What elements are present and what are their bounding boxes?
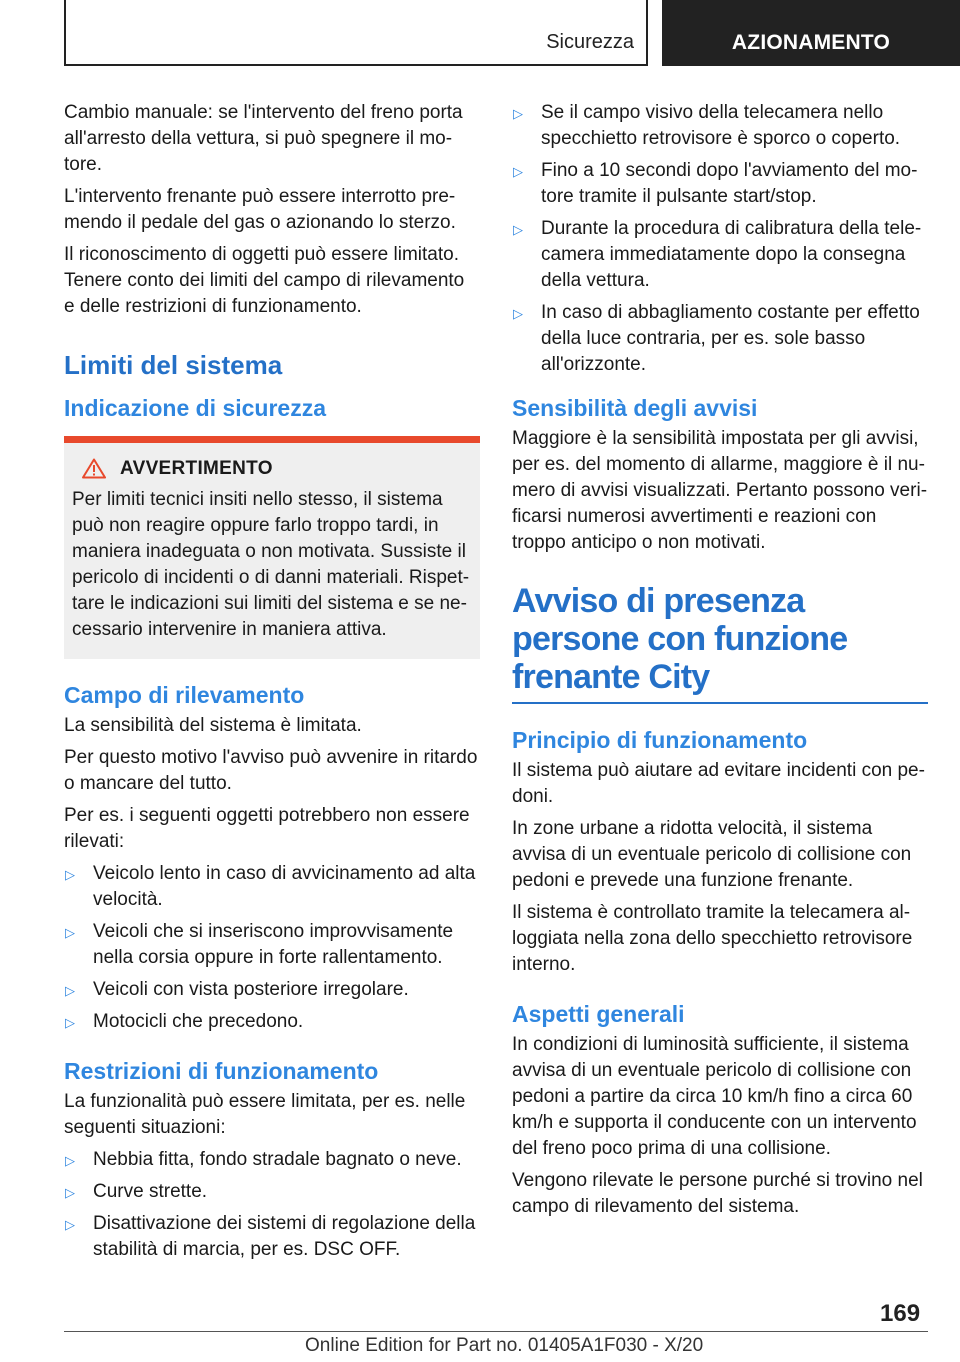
list-item: ▷ Durante la procedura di calibratura della telecamera immediatamente dopo la consegna della vettura. bbox=[513, 218, 922, 291]
restrictions-heading: Restrizioni di funzionamento bbox=[64, 1058, 379, 1084]
triangle-right-icon: ▷ bbox=[513, 306, 523, 321]
detection-heading: Campo di rilevamento bbox=[64, 682, 305, 708]
limits-heading: Limiti del sistema bbox=[64, 350, 283, 380]
triangle-right-icon: ▷ bbox=[65, 1217, 75, 1232]
triangle-right-icon: ▷ bbox=[513, 164, 523, 179]
sensitivity-paragraph: Maggiore è la sensibilità impostata per gli avvisi, per es. del momento di allarme, maggiore è il numero di avvisi visualizzati. Pertanto possono verificarsi numerosi avvertimenti e reazioni con troppo anticipo o non motivati. bbox=[512, 428, 928, 553]
sensitivity-heading: Sensibilità degli avvisi bbox=[512, 395, 758, 421]
restrictions-list-continued bbox=[512, 100, 928, 378]
general-paragraph-2: Vengono rilevate le persone purché si trovino nel campo di rilevamento del sistema. bbox=[512, 1170, 923, 1217]
general-paragraph-1: In condizioni di luminosità sufficiente, il sistema avvisa di un eventuale pericolo di collisione con pedoni a partire da circa 10 km/h fino a circa 60 km/h e supporta il conducente con un intervento del freno poco prima di una collisione. bbox=[512, 1034, 917, 1159]
principle-paragraph-3: Il sistema è controllato tramite la telecamera alloggiata nella zona dello specchietto retrovisore interno. bbox=[512, 902, 913, 975]
intro-paragraph-1: Cambio manuale: se l'intervento del freno porta all'arresto della vettura, si può spegnere il motore. bbox=[64, 102, 463, 175]
main-heading: Avviso di presenza persone con funzione frenante City bbox=[512, 582, 928, 704]
safety-heading: Indicazione di sicurezza bbox=[64, 395, 327, 421]
list-item: ▷ Motocicli che precedono. bbox=[64, 1009, 480, 1035]
list-item: ▷ Fino a 10 secondi dopo l'avviamento del motore tramite il pulsante start/stop. bbox=[513, 160, 918, 207]
detection-paragraph-2: Per questo motivo l'avviso può avvenire in ritardo o mancare del tutto. bbox=[64, 747, 478, 794]
left-column bbox=[64, 100, 480, 1269]
principle-heading: Principio di funzionamento bbox=[512, 727, 808, 753]
triangle-right-icon: ▷ bbox=[65, 925, 75, 940]
list-item: ▷ Veicoli con vista posteriore irregolare. bbox=[64, 977, 480, 1003]
detection-list bbox=[64, 861, 480, 1035]
list-item: ▷ Veicolo lento in caso di avvicinamento ad alta velocità. bbox=[65, 863, 476, 910]
restrictions-list bbox=[64, 1147, 480, 1263]
header-section-label: Sicurezza bbox=[546, 31, 634, 53]
page-number: 169 bbox=[880, 1300, 921, 1327]
intro-paragraph-3: Il riconoscimento di oggetti può essere limitato. Tenere conto dei limiti del campo di rilevamento e delle restrizioni di funzionamento. bbox=[64, 244, 465, 317]
triangle-right-icon: ▷ bbox=[65, 983, 75, 998]
warning-title-text: AVVERTIMENTO bbox=[120, 458, 273, 479]
warning-text: Per limiti tecnici insiti nello stesso, il sistema può non reagire oppure farlo troppo tardi, in maniera inadeguata o non motivata. Sussiste il pericolo di incidenti o di danni materiali. Rispettare le indicazioni sui limiti del sistema e se necessario intervenire in maniera attiva. bbox=[72, 489, 470, 640]
warning-box bbox=[64, 443, 480, 659]
list-item: ▷ Nebbia fitta, fondo stradale bagnato o neve. bbox=[64, 1147, 480, 1173]
header-section-tab bbox=[64, 0, 648, 66]
principle-paragraph-1: Il sistema può aiutare ad evitare incidenti con pedoni. bbox=[512, 760, 925, 807]
triangle-right-icon: ▷ bbox=[65, 867, 75, 882]
list-item: ▷ In caso di abbagliamento costante per effetto della luce contraria, per es. sole basso all'orizzonte. bbox=[513, 302, 920, 375]
detection-paragraph-3: Per es. i seguenti oggetti potrebbero non essere rilevati: bbox=[64, 805, 470, 852]
triangle-right-icon: ▷ bbox=[65, 1015, 75, 1030]
general-heading: Aspetti generali bbox=[512, 1001, 685, 1027]
header-chapter-label: AZIONAMENTO bbox=[731, 31, 891, 54]
right-column bbox=[512, 100, 928, 1226]
list-item: ▷ Veicoli che si inseriscono improvvisamente nella corsia oppure in forte rallentamento. bbox=[65, 921, 454, 968]
detection-paragraph-1: La sensibilità del sistema è limitata. bbox=[64, 715, 362, 736]
footer-edition: Online Edition for Part no. 01405A1F030 - X/20 bbox=[305, 1335, 704, 1356]
warning-bar bbox=[64, 436, 480, 443]
warning-title bbox=[72, 457, 470, 481]
restrictions-intro: La funzionalità può essere limitata, per es. nelle seguenti situazioni: bbox=[64, 1091, 466, 1138]
list-item: ▷ Curve strette. bbox=[64, 1179, 480, 1205]
header-chapter-tab bbox=[662, 0, 960, 66]
intro-paragraph-2: L'intervento frenante può essere interrotto premendo il pedale del gas o azionando lo sterzo. bbox=[64, 186, 456, 233]
principle-paragraph-2: In zone urbane a ridotta velocità, il sistema avvisa di un eventuale pericolo di collisione con pedoni e prevede una funzione frenante. bbox=[512, 818, 912, 891]
triangle-right-icon: ▷ bbox=[65, 1153, 75, 1168]
warning-triangle-icon bbox=[82, 458, 106, 479]
triangle-right-icon: ▷ bbox=[65, 1185, 75, 1200]
triangle-right-icon: ▷ bbox=[513, 222, 523, 237]
list-item: ▷ Disattivazione dei sistemi di regolazione della stabilità di marcia, per es. DSC OFF. bbox=[65, 1213, 476, 1260]
triangle-right-icon: ▷ bbox=[513, 106, 523, 121]
footer-divider bbox=[64, 1331, 928, 1332]
list-item: ▷ Se il campo visivo della telecamera nello specchietto retrovisore è sporco o coperto. bbox=[513, 102, 901, 149]
